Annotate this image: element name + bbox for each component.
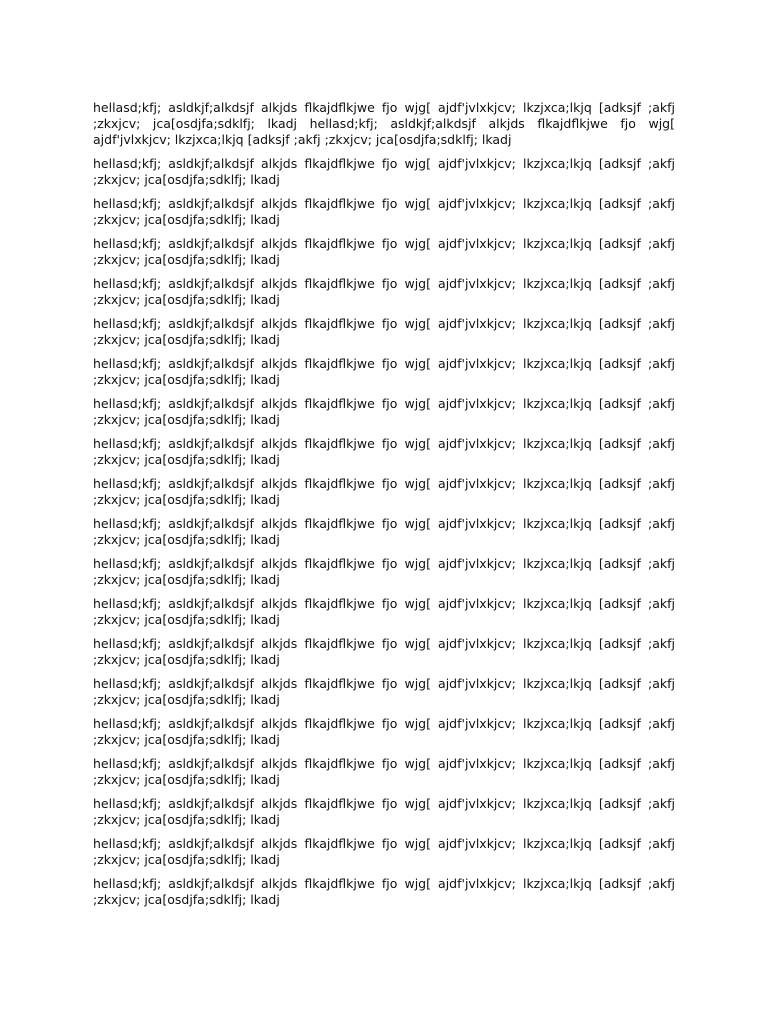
paragraph-13: hellasd;kfj; asldkjf;alkdsjf alkjds flkajdflkjwe fjo wjg[ ajdf'jvlxkjcv; lkzjxca;lkjq [adksjf ;akfj ;zkxjcv; jca[osdjfa;sdklfj; lkadj [93, 596, 675, 627]
paragraph-3: hellasd;kfj; asldkjf;alkdsjf alkjds flkajdflkjwe fjo wjg[ ajdf'jvlxkjcv; lkzjxca;lkjq [adksjf ;akfj ;zkxjcv; jca[osdjfa;sdklfj; lkadj [93, 196, 675, 227]
paragraph-20: hellasd;kfj; asldkjf;alkdsjf alkjds flkajdflkjwe fjo wjg[ ajdf'jvlxkjcv; lkzjxca;lkjq [adksjf ;akfj ;zkxjcv; jca[osdjfa;sdklfj; lkadj [93, 876, 675, 907]
paragraph-18: hellasd;kfj; asldkjf;alkdsjf alkjds flkajdflkjwe fjo wjg[ ajdf'jvlxkjcv; lkzjxca;lkjq [adksjf ;akfj ;zkxjcv; jca[osdjfa;sdklfj; lkadj [93, 796, 675, 827]
paragraph-10: hellasd;kfj; asldkjf;alkdsjf alkjds flkajdflkjwe fjo wjg[ ajdf'jvlxkjcv; lkzjxca;lkjq [adksjf ;akfj ;zkxjcv; jca[osdjfa;sdklfj; lkadj [93, 476, 675, 507]
paragraph-1: hellasd;kfj; asldkjf;alkdsjf alkjds flkajdflkjwe fjo wjg[ ajdf'jvlxkjcv; lkzjxca;lkjq [adksjf ;akfj ;zkxjcv; jca[osdjfa;sdklfj; lkadj hellasd;kfj; asldkjf;alkdsjf alkjds flkajdflkjwe fjo wjg[ ajdf'jvlxkjcv; lkzjxca;lkjq [adksjf ;akfj ;zkxjcv; jca[osdjfa;sdklfj; lkadj [93, 100, 675, 147]
paragraph-11: hellasd;kfj; asldkjf;alkdsjf alkjds flkajdflkjwe fjo wjg[ ajdf'jvlxkjcv; lkzjxca;lkjq [adksjf ;akfj ;zkxjcv; jca[osdjfa;sdklfj; lkadj [93, 516, 675, 547]
paragraph-6: hellasd;kfj; asldkjf;alkdsjf alkjds flkajdflkjwe fjo wjg[ ajdf'jvlxkjcv; lkzjxca;lkjq [adksjf ;akfj ;zkxjcv; jca[osdjfa;sdklfj; lkadj [93, 316, 675, 347]
paragraph-17: hellasd;kfj; asldkjf;alkdsjf alkjds flkajdflkjwe fjo wjg[ ajdf'jvlxkjcv; lkzjxca;lkjq [adksjf ;akfj ;zkxjcv; jca[osdjfa;sdklfj; lkadj [93, 756, 675, 787]
document-page [93, 100, 675, 916]
paragraph-5: hellasd;kfj; asldkjf;alkdsjf alkjds flkajdflkjwe fjo wjg[ ajdf'jvlxkjcv; lkzjxca;lkjq [adksjf ;akfj ;zkxjcv; jca[osdjfa;sdklfj; lkadj [93, 276, 675, 307]
paragraph-14: hellasd;kfj; asldkjf;alkdsjf alkjds flkajdflkjwe fjo wjg[ ajdf'jvlxkjcv; lkzjxca;lkjq [adksjf ;akfj ;zkxjcv; jca[osdjfa;sdklfj; lkadj [93, 636, 675, 667]
paragraph-19: hellasd;kfj; asldkjf;alkdsjf alkjds flkajdflkjwe fjo wjg[ ajdf'jvlxkjcv; lkzjxca;lkjq [adksjf ;akfj ;zkxjcv; jca[osdjfa;sdklfj; lkadj [93, 836, 675, 867]
paragraph-8: hellasd;kfj; asldkjf;alkdsjf alkjds flkajdflkjwe fjo wjg[ ajdf'jvlxkjcv; lkzjxca;lkjq [adksjf ;akfj ;zkxjcv; jca[osdjfa;sdklfj; lkadj [93, 396, 675, 427]
paragraph-9: hellasd;kfj; asldkjf;alkdsjf alkjds flkajdflkjwe fjo wjg[ ajdf'jvlxkjcv; lkzjxca;lkjq [adksjf ;akfj ;zkxjcv; jca[osdjfa;sdklfj; lkadj [93, 436, 675, 467]
paragraph-2: hellasd;kfj; asldkjf;alkdsjf alkjds flkajdflkjwe fjo wjg[ ajdf'jvlxkjcv; lkzjxca;lkjq [adksjf ;akfj ;zkxjcv; jca[osdjfa;sdklfj; lkadj [93, 156, 675, 187]
paragraph-16: hellasd;kfj; asldkjf;alkdsjf alkjds flkajdflkjwe fjo wjg[ ajdf'jvlxkjcv; lkzjxca;lkjq [adksjf ;akfj ;zkxjcv; jca[osdjfa;sdklfj; lkadj [93, 716, 675, 747]
paragraph-7: hellasd;kfj; asldkjf;alkdsjf alkjds flkajdflkjwe fjo wjg[ ajdf'jvlxkjcv; lkzjxca;lkjq [adksjf ;akfj ;zkxjcv; jca[osdjfa;sdklfj; lkadj [93, 356, 675, 387]
paragraph-12: hellasd;kfj; asldkjf;alkdsjf alkjds flkajdflkjwe fjo wjg[ ajdf'jvlxkjcv; lkzjxca;lkjq [adksjf ;akfj ;zkxjcv; jca[osdjfa;sdklfj; lkadj [93, 556, 675, 587]
paragraph-4: hellasd;kfj; asldkjf;alkdsjf alkjds flkajdflkjwe fjo wjg[ ajdf'jvlxkjcv; lkzjxca;lkjq [adksjf ;akfj ;zkxjcv; jca[osdjfa;sdklfj; lkadj [93, 236, 675, 267]
paragraph-15: hellasd;kfj; asldkjf;alkdsjf alkjds flkajdflkjwe fjo wjg[ ajdf'jvlxkjcv; lkzjxca;lkjq [adksjf ;akfj ;zkxjcv; jca[osdjfa;sdklfj; lkadj [93, 676, 675, 707]
